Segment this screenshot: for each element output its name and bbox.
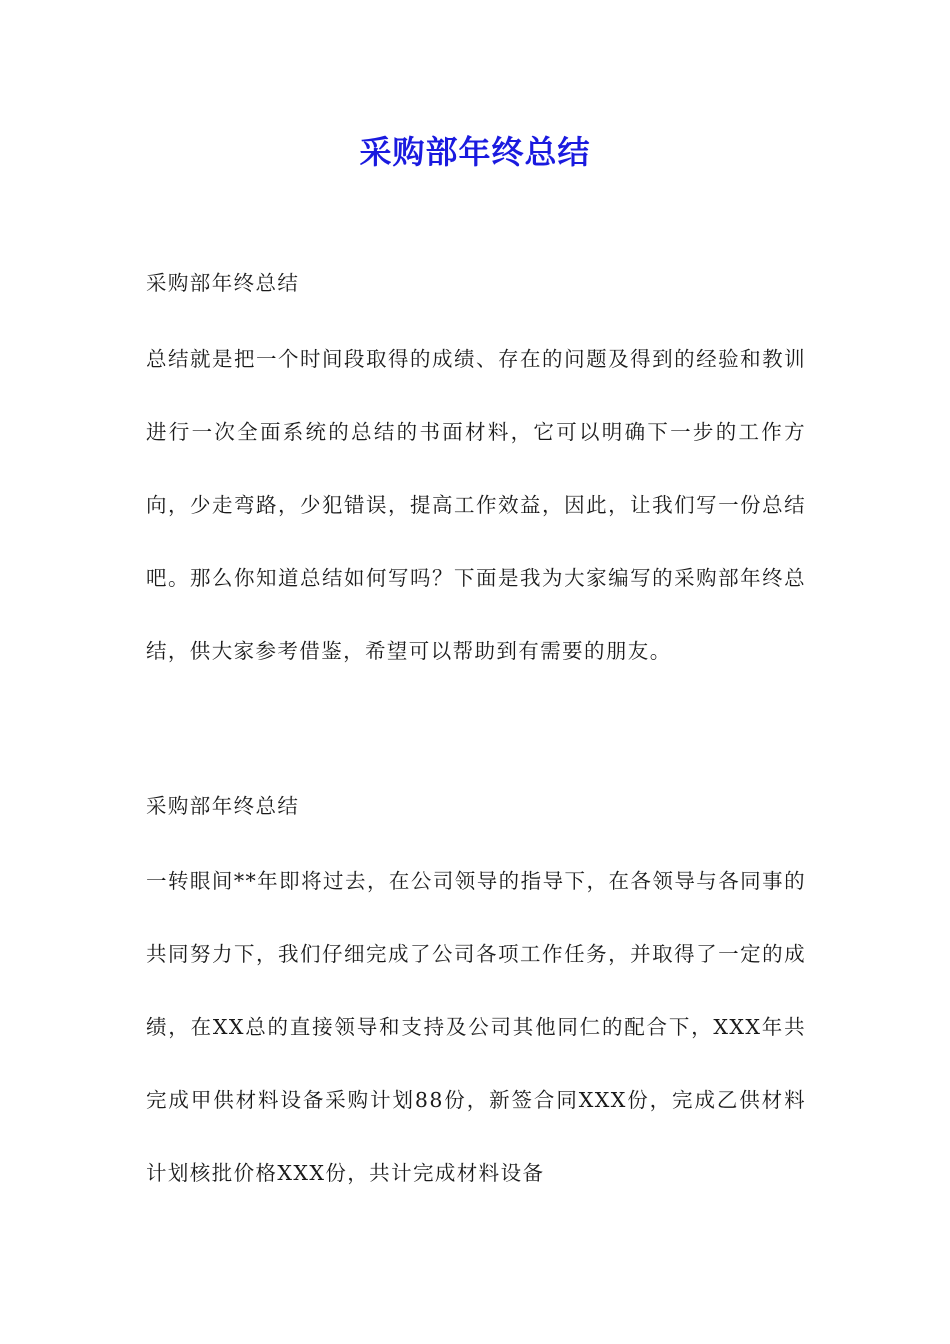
- section-heading: [146, 770, 806, 843]
- body-paragraph-text: 一转眼间**年即将过去，在公司领导的指导下，在各领导与各同事的共同努力下，我们仔细完成了公司各项工作任务，并取得了一定的成绩，在XX总的直接领导和支持及公司其他同仁的配合下，XXX年共完成甲供材料设备采购计划88份，新签合同XXX份，完成乙供材料计划核批价格XXX份，共计完成材料设备: [146, 869, 806, 1185]
- section-heading-text: 采购部年终总结: [146, 271, 300, 295]
- section-heading-text: 采购部年终总结: [146, 794, 300, 818]
- body-paragraph: [146, 845, 806, 1210]
- document-title: 采购部年终总结: [359, 133, 591, 171]
- intro-paragraph: [146, 323, 806, 688]
- intro-paragraph-text: 总结就是把一个时间段取得的成绩、存在的问题及得到的经验和教训进行一次全面系统的总结的书面材料，它可以明确下一步的工作方向，少走弯路，少犯错误，提高工作效益，因此，让我们写一份总结吧。那么你知道总结如何写吗？下面是我为大家编写的采购部年终总结，供大家参考借鉴，希望可以帮助到有需要的朋友。: [146, 347, 806, 663]
- section-heading: [146, 247, 806, 320]
